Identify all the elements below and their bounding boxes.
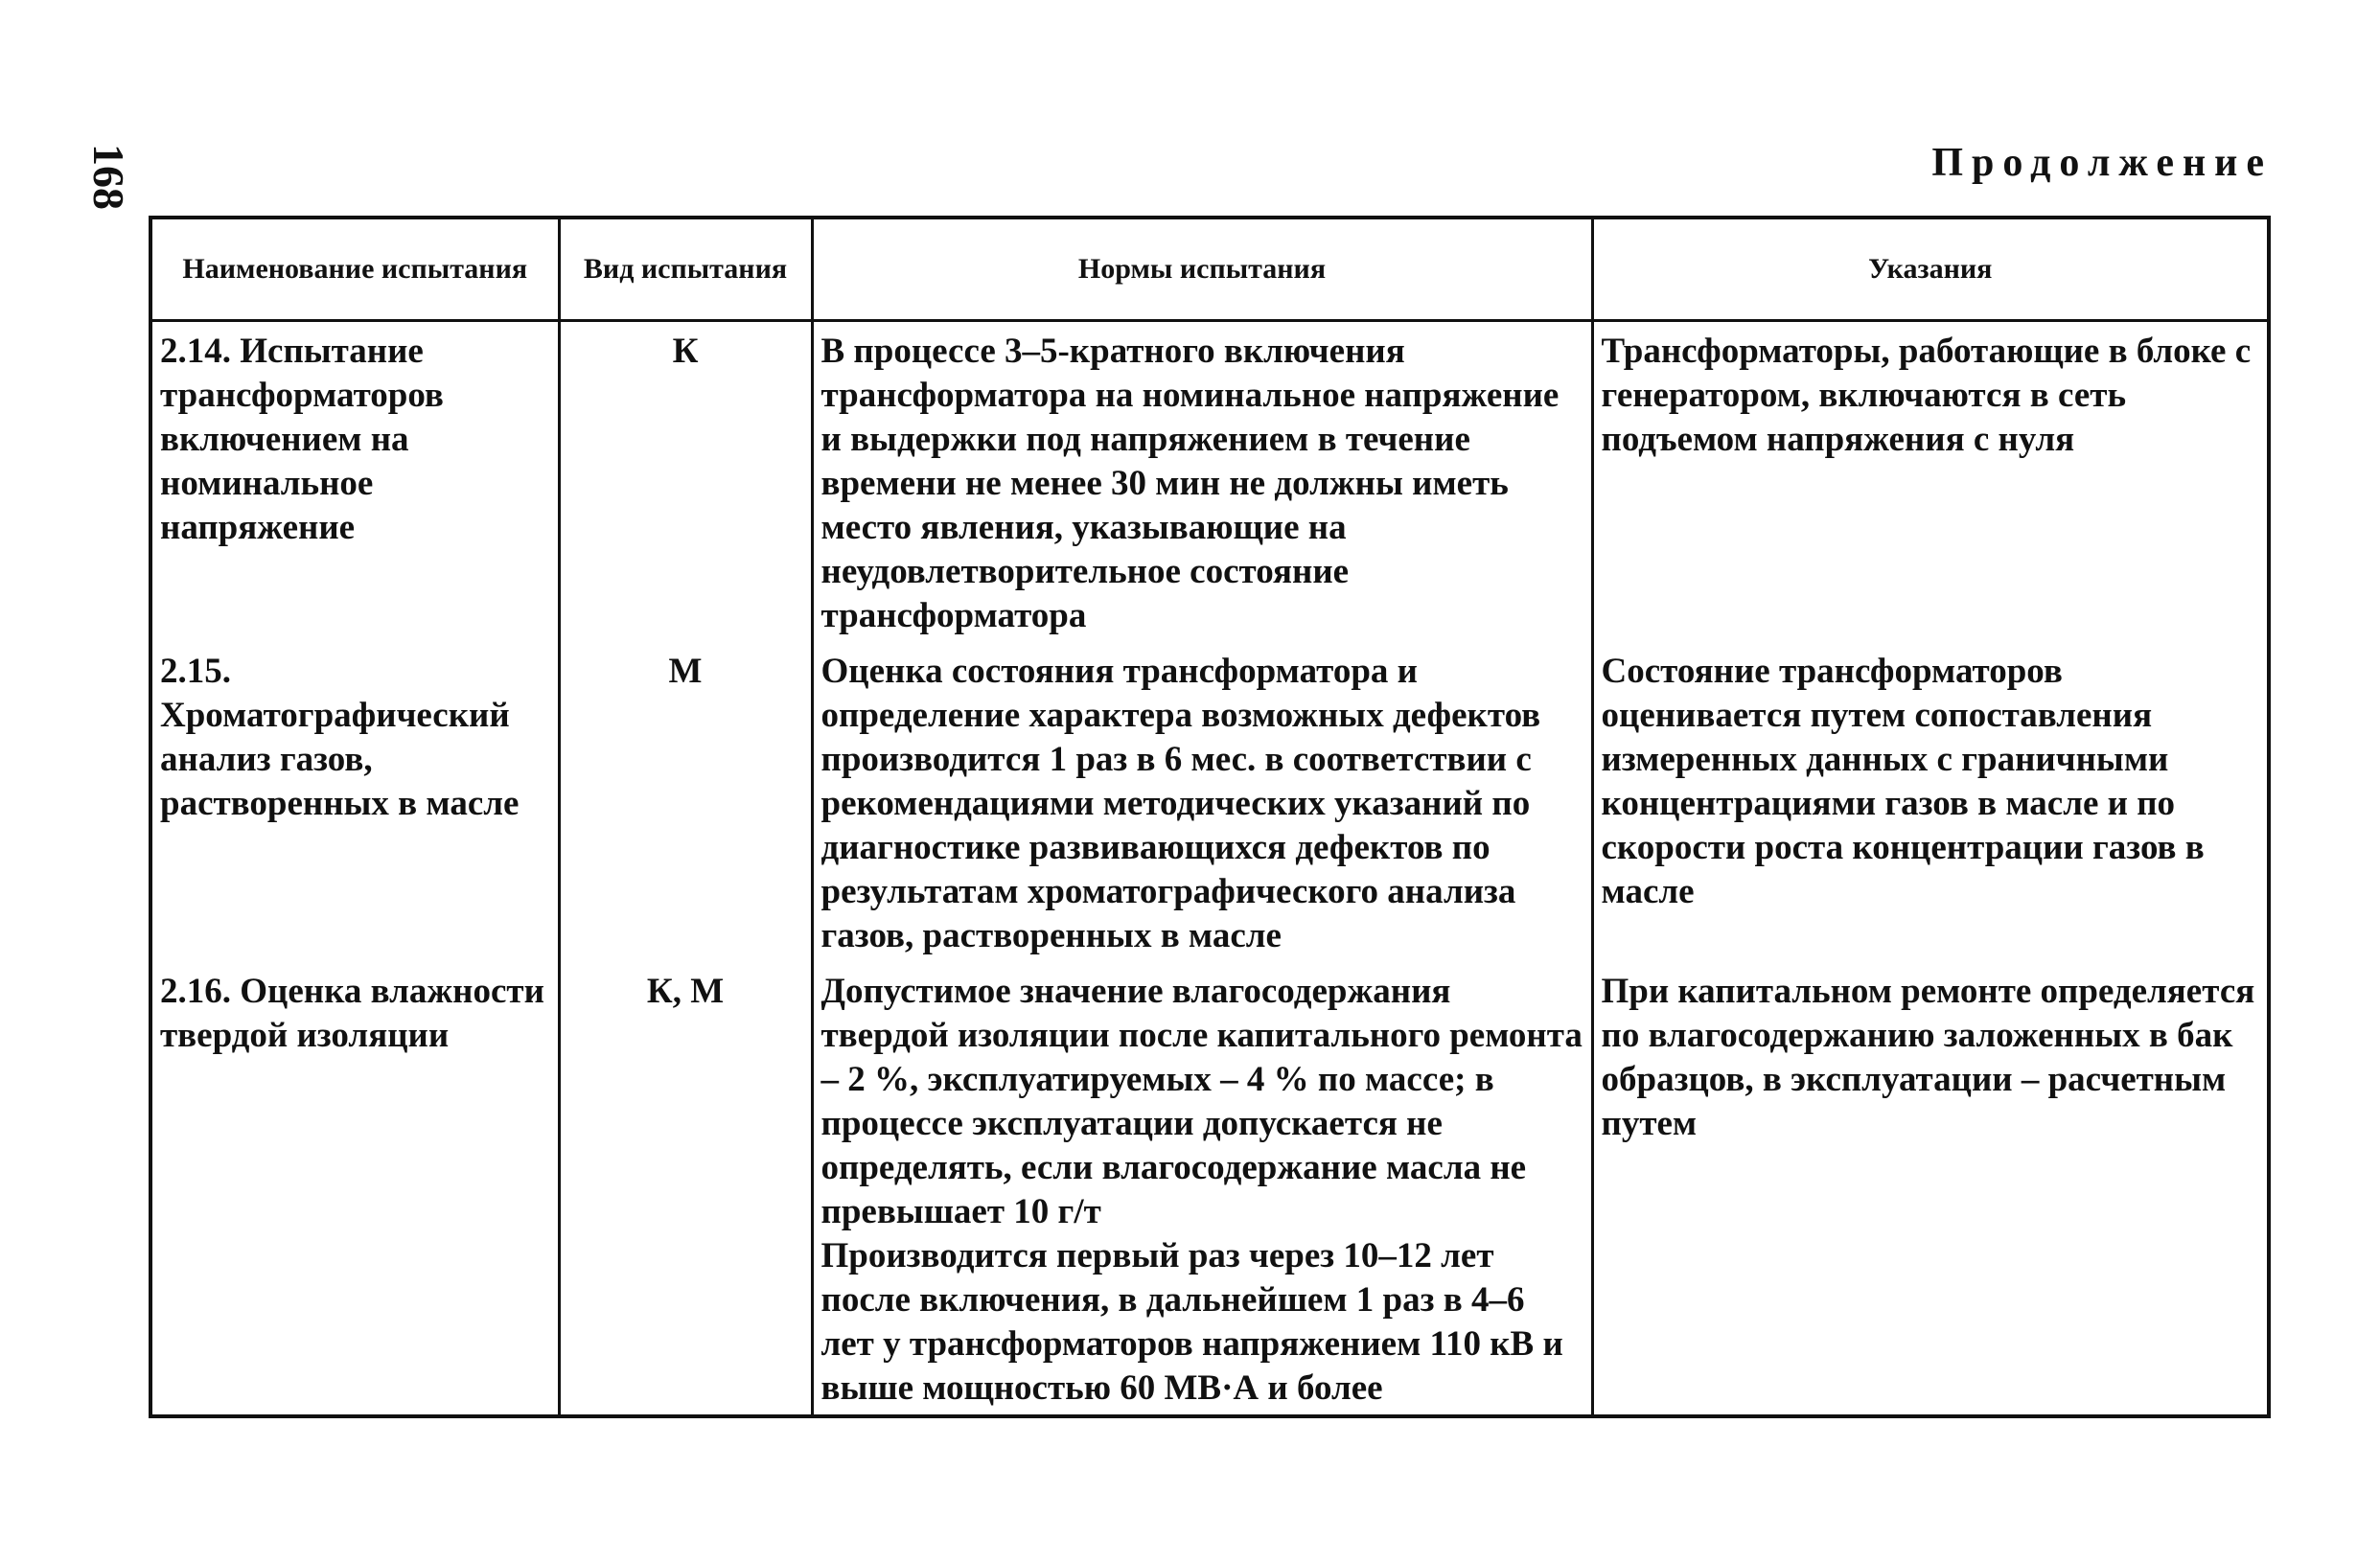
test-norms-cell bbox=[812, 321, 1592, 643]
notes-cell: Трансформаторы, работающие в блоке с генератором, включаются в сеть подъемом напряжения с нуля bbox=[1592, 321, 2269, 643]
norms-paragraph: Производится первый раз через 10–12 лет после включения, в дальнейшем 1 раз в 4–6 лет у трансформаторов напряжением 110 кВ и выше мощностью 60 МВ·А и более bbox=[820, 1236, 1563, 1408]
header-notes: Указания bbox=[1592, 218, 2269, 321]
header-test-name: Наименование испытания bbox=[150, 218, 559, 321]
continuation-label: Продолжение bbox=[1931, 141, 2273, 185]
test-name-cell: 2.16. Оценка влажности твердой изоляции bbox=[150, 962, 559, 1416]
norms-paragraph: Допустимое значение влагосодержания твердой изоляции после капитального ремонта – 2 %, эксплуатируемых – 4 % по массе; в процессе эксплуатации допускается не определять, если влагосодержание масла не превышает 10 г/т bbox=[820, 972, 1583, 1231]
test-norms-cell bbox=[812, 962, 1592, 1416]
table-row bbox=[150, 962, 2269, 1416]
notes-cell: При капитальном ремонте определяется по влагосодержанию заложенных в бак образцов, в эксплуатации – расчетным путем bbox=[1592, 962, 2269, 1416]
test-norms-table bbox=[149, 216, 2271, 1418]
header-test-kind: Вид испытания bbox=[559, 218, 812, 321]
test-norms-cell bbox=[812, 642, 1592, 962]
table-row bbox=[150, 321, 2269, 643]
table-row bbox=[150, 642, 2269, 962]
header-test-norms: Нормы испытания bbox=[812, 218, 1592, 321]
notes-cell: Состояние трансформаторов оценивается путем сопоставления измеренных данных с граничными концентрациями газов в масле и по скорости роста концентрации газов в масле bbox=[1592, 642, 2269, 962]
test-name-cell: 2.15. Хроматографический анализ газов, растворенных в масле bbox=[150, 642, 559, 962]
test-kind-cell: К, М bbox=[559, 962, 812, 1416]
page-number: 168 bbox=[84, 144, 133, 210]
test-kind-cell: М bbox=[559, 642, 812, 962]
norms-paragraph: В процессе 3–5-кратного включения трансформатора на номинальное напряжение и выдержки под напряжением в течение времени не менее 30 мин не должны иметь место явления, указывающие на неудовлетворительное состояние трансформатора bbox=[820, 332, 1560, 635]
norms-paragraph: Оценка состояния трансформатора и определение характера возможных дефектов производится 1 раз в 6 мес. в соответствии с рекомендациями методических указаний по диагностике развивающихся дефектов по результатам хроматографического анализа газов, растворенных в масле bbox=[820, 652, 1541, 955]
table-header-row bbox=[150, 218, 2269, 321]
test-kind-cell: К bbox=[559, 321, 812, 643]
test-name-cell: 2.14. Испытание трансформаторов включением на номинальное напряжение bbox=[150, 321, 559, 643]
